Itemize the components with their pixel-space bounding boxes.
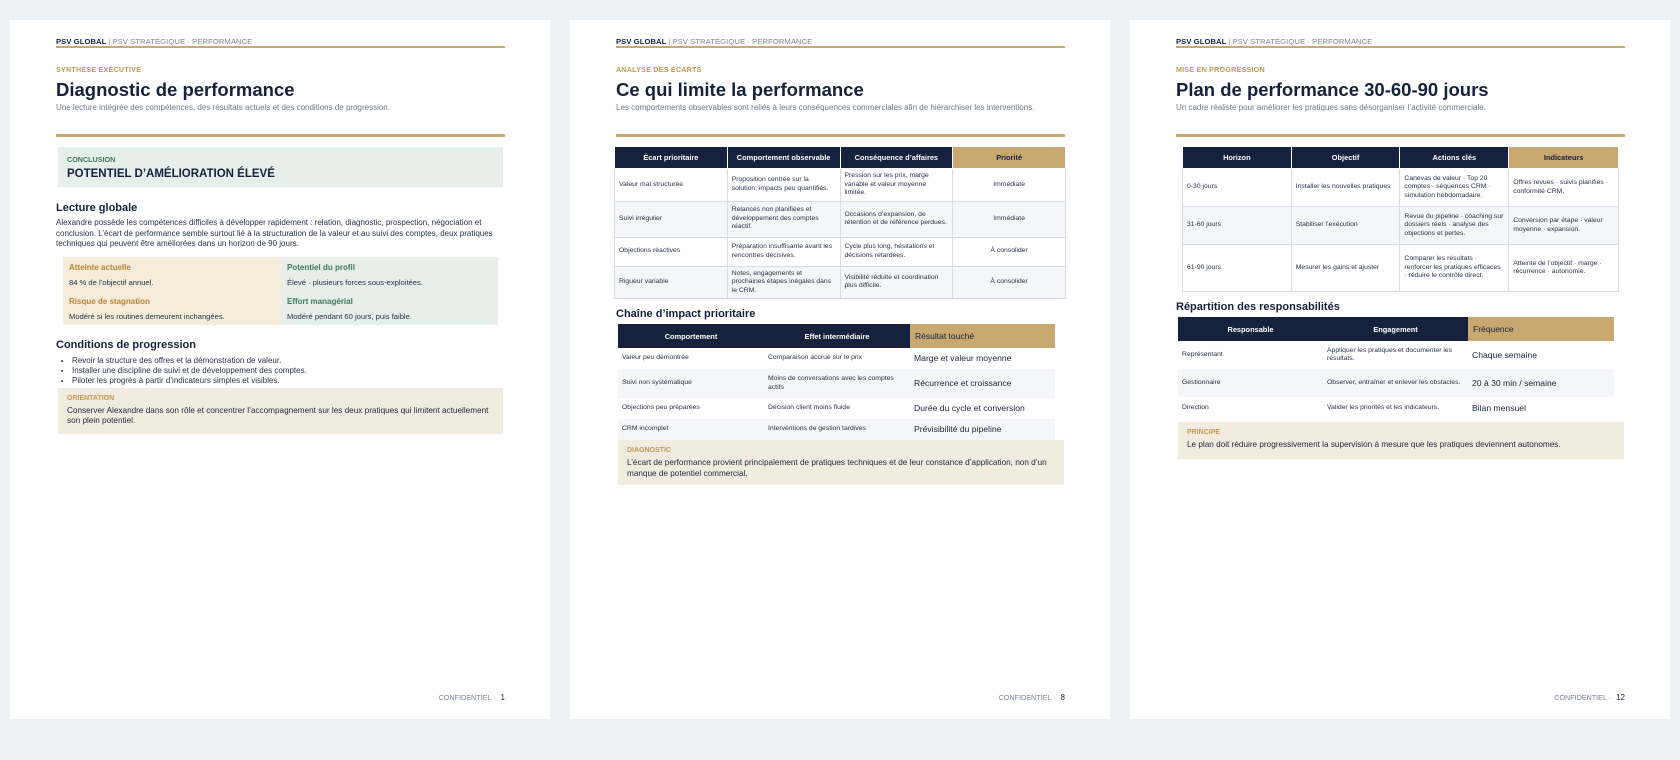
table-cell: Relances non planifiées et développement des comptes réactif. [727, 201, 840, 237]
table-cell: Marge et valeur moyenne [914, 353, 1012, 364]
diagnostic-text: L’écart de performance provient principalement de pratiques techniques et de leur constance d’application, non d’un manque de potentiel commercial. [627, 458, 1047, 478]
table-cell: Proposition centrée sur la solution; impacts peu quantifiés. [727, 169, 840, 202]
column-header: Écart prioritaire [615, 147, 728, 169]
column-header: Fréquence [1468, 317, 1614, 341]
table-header-row [618, 324, 1055, 348]
page-number: 1 [500, 693, 505, 702]
table-row [1178, 397, 1614, 419]
title-rule [616, 134, 1065, 137]
table-cell: Stabiliser l’exécution [1291, 207, 1400, 245]
card-title: Effort managérial [287, 296, 353, 306]
table-cell: Rigueur variable [615, 266, 728, 299]
table-row [1178, 369, 1614, 397]
table-cell: Objections réactives [615, 237, 728, 266]
impact-chain-table [618, 324, 1055, 440]
table-row [615, 266, 1066, 299]
column-header: Résultat touché [910, 324, 1055, 348]
footer-label: CONFIDENTIEL [998, 693, 1052, 702]
page-title: Ce qui limite la performance [616, 79, 864, 100]
table-cell: Atteinte de l’objectif · marge · récurrence · autonomie. [1509, 245, 1619, 292]
principe-callout [1178, 422, 1624, 459]
header-section: PSV STRATÉGIQUE · PERFORMANCE [1232, 37, 1373, 46]
table-cell: Représentant [1182, 350, 1223, 358]
page-subtitle: Les comportements observables sont reliés à leurs conséquences commerciales afin de hiérarchiser les interventions. [616, 103, 1035, 112]
column-header: Effet intermédiaire [764, 324, 910, 348]
table-row [615, 201, 1066, 237]
table-cell: Valeur peu démontrée [622, 354, 689, 362]
table-row [1183, 245, 1619, 292]
table-cell: Comparer les résultats · renforcer les pratiques efficaces · réduire le contrôle direct. [1400, 245, 1509, 292]
table-row [615, 237, 1066, 266]
footer-label: CONFIDENTIEL [1554, 693, 1607, 702]
header-section: PSV STRATÉGIQUE · PERFORMANCE [112, 37, 253, 46]
card-atteinte [63, 257, 281, 291]
table-cell: Canevas de valeur · Top 20 comptes · séquences CRM · simulation hebdomadaire. [1400, 169, 1509, 207]
table-cell: Revue du pipeline · coaching sur dossiers réels · analyse des objections et pertes. [1400, 207, 1509, 245]
lecture-heading: Lecture globale [56, 202, 138, 214]
column-header: Comportement observable [727, 147, 840, 169]
title-rule [56, 134, 505, 137]
page-number: 12 [1616, 693, 1625, 702]
page-footer: CONFIDENTIEL · 12 [1554, 693, 1625, 702]
header-rule [616, 46, 1065, 48]
table-cell: Suivi irrégulier [615, 201, 728, 237]
table-cell: Décision client moins fluide [768, 404, 850, 412]
table-cell: Conversion par étape · valeur moyenne · expansion. [1509, 207, 1619, 245]
running-header: PSV GLOBAL | PSV STRATÉGIQUE · PERFORMANCE [1176, 37, 1373, 46]
table-cell: Appliquer les pratiques et documenter les résultats. [1327, 346, 1453, 362]
header-rule [56, 46, 505, 48]
page-number: 8 [1060, 693, 1065, 702]
table-cell: Comparaison accrue sur le prix [768, 354, 863, 362]
table-cell: CRM incomplet [618, 419, 764, 440]
card-value: Modéré pendant 60 jours, puis faible. [287, 311, 412, 321]
orientation-label: ORIENTATION [67, 394, 115, 402]
conditions-list [56, 356, 505, 386]
table-header-row [1183, 147, 1619, 169]
card-effort [281, 291, 498, 325]
card-title: Risque de stagnation [69, 296, 150, 306]
column-header: Actions clés [1400, 147, 1509, 169]
table-cell: Moins de conversations avec les comptes actifs [764, 369, 910, 398]
table-cell: 20 à 30 min / semaine [1468, 369, 1614, 397]
table-cell: Occasions d’expansion, de rétention et de référence perdues. [840, 201, 953, 237]
column-header: Engagement [1323, 317, 1468, 341]
table-cell: Cycle plus long, hésitations et décisions retardées. [840, 237, 953, 266]
conclusion-callout [58, 147, 503, 187]
header-brand: PSV GLOBAL [616, 37, 667, 46]
page-kicker: ANALYSE DES ÉCARTS [616, 65, 702, 74]
column-header: Indicateurs [1509, 147, 1619, 169]
column-header: Horizon [1183, 147, 1292, 169]
card-title: Atteinte actuelle [69, 262, 131, 272]
column-header: Comportement [618, 324, 764, 348]
conclusion-value: POTENTIEL D’AMÉLIORATION ÉLEVÉ [67, 168, 275, 180]
column-header: Priorité [953, 147, 1066, 169]
table-cell: Bilan mensuel [1472, 402, 1526, 413]
document-page-8 [570, 20, 1110, 719]
table-row [1178, 341, 1614, 369]
table-cell: Chaque semaine [1472, 349, 1537, 360]
header-rule [1176, 46, 1625, 48]
page-kicker: MISE EN PROGRESSION [1176, 65, 1265, 74]
page-title: Diagnostic de performance [56, 79, 295, 100]
column-header: Objectif [1291, 147, 1400, 169]
table-cell: Direction [1182, 403, 1209, 411]
table-cell: Préparation insuffisante avant les rencontres décisives. [727, 237, 840, 266]
table-cell: Suivi non systématique [618, 369, 764, 398]
card-title: Potentiel du profil [287, 262, 355, 272]
card-potentiel [281, 257, 498, 291]
table-cell: Gestionnaire [1178, 369, 1323, 397]
table-header-row [1178, 317, 1614, 341]
running-header: PSV GLOBAL | PSV STRATÉGIQUE · PERFORMANCE [56, 37, 253, 46]
table-cell: Notes, engagements et prochaines étapes inégales dans le CRM. [727, 266, 840, 299]
indicator-grid [63, 257, 498, 325]
conclusion-label: CONCLUSION [67, 155, 116, 164]
header-section: PSV STRATÉGIQUE · PERFORMANCE [672, 37, 813, 46]
table-row [618, 419, 1055, 440]
page-footer: CONFIDENTIEL · 1 [438, 693, 505, 702]
table-cell: À consolider [953, 237, 1066, 266]
table-cell: 31-60 jours [1183, 207, 1292, 245]
table-cell: 61-90 jours [1183, 245, 1292, 292]
card-risque [63, 291, 281, 325]
chain-heading: Chaîne d’impact prioritaire [616, 308, 756, 320]
list-item: • Piloter les progrès à partir d’indicateurs simples et visibles. [72, 376, 505, 386]
table-cell: Offres revues · suivis planifiés · conformité CRM. [1509, 169, 1619, 207]
table-cell: Interventions de gestion tardives [764, 419, 910, 440]
lecture-paragraph: Alexandre possède les compétences difficiles à développer rapidement : relation, diagnostic, prospection, négociation et conclusion. L’écart de performance semble surtout lié à la structuration de la valeur et au suivi des comptes, deux pratiques techniques qui peuvent être améliorées dans un horizon de 90 jours. [56, 218, 493, 248]
table-cell: À consolider [953, 266, 1066, 299]
principe-text: Le plan doit réduire progressivement la supervision à mesure que les pratiques deviennent autonomes. [1187, 440, 1561, 449]
table-cell: 0-30 jours [1183, 169, 1292, 207]
table-cell: Observer, entraîner et enlever les obstacles. [1323, 369, 1468, 397]
table-row [1183, 207, 1619, 245]
page-subtitle: Une lecture intégrée des compétences, des résultats actuels et des conditions de progression. [56, 103, 390, 112]
document-page-12 [1130, 20, 1670, 719]
page-subtitle: Un cadre réaliste pour améliorer les pratiques sans désorganiser l’activité commerciale. [1176, 103, 1486, 112]
table-cell: Prévisibilité du pipeline [910, 419, 1055, 440]
table-row [618, 398, 1055, 419]
gaps-table [614, 146, 1066, 299]
principe-label: PRINCIPE [1187, 429, 1221, 436]
card-value: Modéré si les routines demeurent inchangées. [69, 311, 225, 321]
table-row [1183, 169, 1619, 207]
card-value: 84 % de l’objectif annuel. [69, 277, 154, 287]
list-item: • Revoir la structure des offres et la démonstration de valeur. [72, 356, 505, 366]
table-cell: Valider les priorités et les indicateurs. [1327, 403, 1440, 411]
column-header: Conséquence d’affaires [840, 147, 953, 169]
table-header-row [615, 147, 1066, 169]
table-cell: Visibilité réduite et coordination plus difficile. [840, 266, 953, 299]
table-row [618, 348, 1055, 369]
header-brand: PSV GLOBAL [1176, 37, 1227, 46]
document-page-1 [10, 20, 550, 719]
table-cell: Récurrence et croissance [910, 369, 1055, 398]
orientation-text: Conserver Alexandre dans son rôle et concentrer l’accompagnement sur les deux pratiques qui limitent actuellement son plein potentiel. [67, 405, 489, 425]
plan-table [1182, 146, 1619, 292]
table-cell: Immédiate [953, 169, 1066, 202]
page-title: Plan de performance 30-60-90 jours [1176, 79, 1489, 100]
column-header: Responsable [1178, 317, 1323, 341]
title-rule [1176, 134, 1625, 137]
list-item: • Installer une discipline de suivi et de développement des comptes. [72, 366, 505, 376]
orientation-callout [58, 388, 503, 434]
table-cell: Objections peu préparées [622, 404, 700, 412]
table-cell: Mesurer les gains et ajuster [1291, 245, 1400, 292]
table-row [615, 169, 1066, 202]
header-brand: PSV GLOBAL [56, 37, 107, 46]
footer-label: CONFIDENTIEL [438, 693, 492, 702]
table-cell: Immédiate [953, 201, 1066, 237]
table-cell: Valeur mal structurée [615, 169, 728, 202]
table-row [618, 369, 1055, 398]
page-kicker: SYNTHÈSE EXÉCUTIVE [56, 65, 142, 74]
conditions-heading: Conditions de progression [56, 338, 196, 351]
table-cell: Durée du cycle et conversion [914, 403, 1025, 414]
card-value: Élevé · plusieurs forces sous-exploitées. [287, 277, 423, 287]
diagnostic-label: DIAGNOSTIC [627, 447, 671, 454]
table-cell: Pression sur les prix, marge variable et valeur moyenne limitée. [840, 169, 953, 202]
page-footer: CONFIDENTIEL · 8 [998, 693, 1065, 702]
table-cell: Installer les nouvelles pratiques [1291, 169, 1400, 207]
responsibilities-table [1178, 317, 1614, 419]
diagnostic-callout [618, 440, 1064, 485]
responsibilities-heading: Répartition des responsabilités [1176, 301, 1340, 313]
running-header: PSV GLOBAL | PSV STRATÉGIQUE · PERFORMANCE [616, 37, 813, 46]
